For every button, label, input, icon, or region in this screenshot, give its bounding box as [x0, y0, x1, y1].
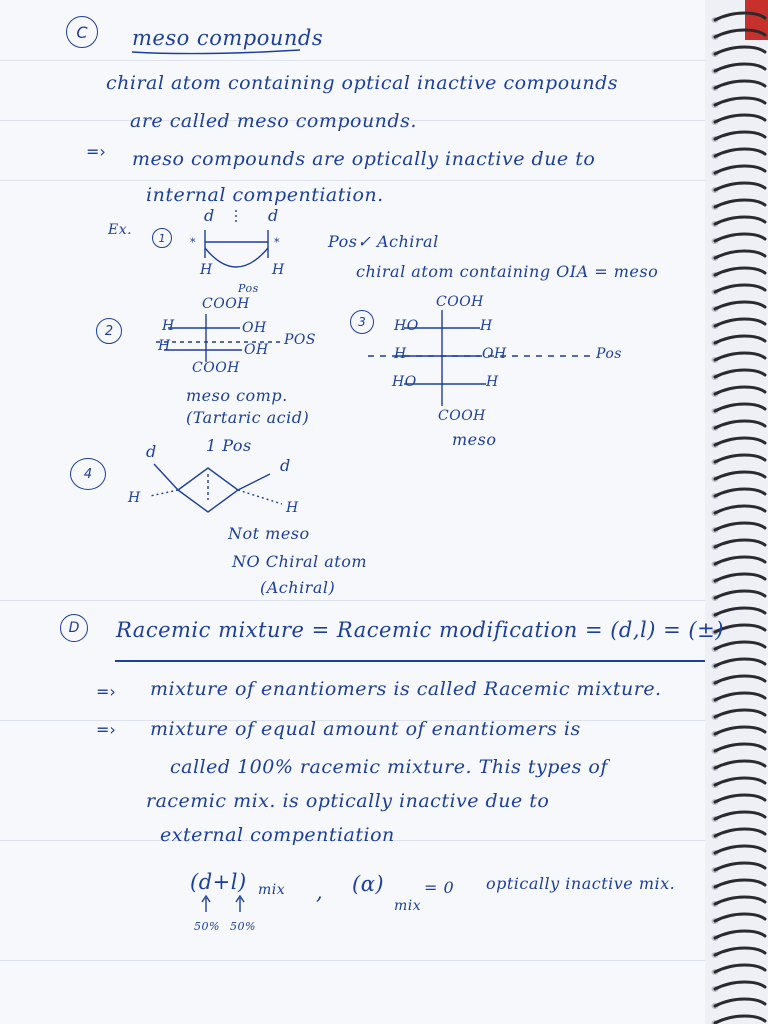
- definition-line-2: are called meso compounds.: [130, 110, 417, 132]
- ex3-right-1: H: [480, 318, 493, 334]
- ex1-top-left: d: [204, 206, 215, 225]
- formula-d-plus-l: (d+l): [190, 870, 247, 894]
- formula-alpha: (α): [352, 872, 385, 896]
- ex1-pos: Pos: [238, 282, 259, 295]
- ex2-caption-1: meso comp.: [186, 386, 288, 405]
- example-3-marker-label: 3: [358, 315, 366, 329]
- ex4-right-h: H: [286, 500, 299, 516]
- ex4-caption-2: NO Chiral atom: [232, 552, 368, 571]
- ex3-bottom-group: COOH: [438, 408, 486, 424]
- ex3-right-3: H: [486, 374, 499, 390]
- percent-right: 50%: [230, 920, 256, 933]
- ex3-right-2: OH: [482, 346, 507, 362]
- racemic-note-line-1: mixture of equal amount of enantiomers is: [150, 718, 581, 740]
- arrow-bullet-icon: =›: [96, 682, 116, 701]
- racemic-note-line-4: external compentiation: [160, 824, 395, 846]
- example-label: Ex.: [108, 222, 133, 238]
- ex3-left-2: H: [394, 346, 407, 362]
- example-4-marker-label: 4: [83, 466, 93, 482]
- note-line-2: internal compentiation.: [146, 184, 384, 206]
- racemic-note-line-2: called 100% racemic mixture. This types of: [170, 756, 608, 778]
- ex1-bottom-left: H: [200, 262, 213, 278]
- ex3-left-3: HO: [392, 374, 417, 390]
- section-c-marker-label: C: [76, 22, 88, 42]
- ex1-star-left: *: [190, 236, 196, 249]
- formula-note: optically inactive mix.: [486, 874, 676, 893]
- section-d-heading: Racemic mixture = Racemic modification = (d,l) = (±): [116, 618, 724, 642]
- ex2-right-2: OH: [244, 342, 269, 358]
- ex3-left-1: HO: [394, 318, 419, 334]
- ex4-caption-1: Not meso: [228, 524, 310, 543]
- ex2-left-2: H: [158, 338, 171, 354]
- ex1-note-2: chiral atom containing OIA = meso: [356, 262, 659, 281]
- note-line-1: meso compounds are optically inactive due to: [132, 148, 596, 170]
- ex1-top-right: d: [268, 206, 279, 225]
- ex2-left-1: H: [162, 318, 175, 334]
- racemic-definition: mixture of enantiomers is called Racemic mixture.: [150, 678, 662, 700]
- ex4-left-h: H: [128, 490, 141, 506]
- ex2-bottom-group: COOH: [192, 360, 240, 376]
- ex4-caption-3: (Achiral): [260, 578, 336, 597]
- formula-alpha-value: = 0: [424, 878, 455, 897]
- ex2-right-1: OH: [242, 320, 267, 336]
- ex4-top-left: d: [146, 442, 157, 461]
- section-c-heading: meso compounds: [132, 26, 324, 50]
- example-2-marker-label: 2: [104, 323, 114, 339]
- ex2-pos: POS: [284, 332, 316, 348]
- ex1-note: Pos✓ Achiral: [328, 232, 439, 251]
- section-d-marker-label: D: [68, 620, 80, 636]
- ex4-top-right: d: [280, 456, 291, 475]
- percent-left: 50%: [194, 920, 220, 933]
- racemic-note-line-3: racemic mix. is optically inactive due to: [146, 790, 550, 812]
- arrow-bullet-icon: =›: [96, 720, 116, 739]
- ex3-pos: Pos: [596, 346, 622, 362]
- ex2-top-group: COOH: [202, 296, 250, 312]
- definition-line-1: chiral atom containing optical inactive compounds: [106, 72, 619, 94]
- ex2-caption-3: 1 Pos: [206, 436, 252, 455]
- formula-alpha-subscript: mix: [394, 898, 422, 914]
- formula-comma: ,: [316, 880, 324, 904]
- ex1-star-right: *: [274, 236, 280, 249]
- example-1-marker-label: 1: [158, 231, 166, 245]
- ex1-bottom-right: H: [272, 262, 285, 278]
- ex3-top-group: COOH: [436, 294, 484, 310]
- formula-d-plus-l-subscript: mix: [258, 882, 286, 898]
- ex2-caption-2: (Tartaric acid): [186, 408, 310, 427]
- ex3-caption: meso: [452, 430, 497, 449]
- arrow-bullet-icon: =›: [86, 142, 106, 161]
